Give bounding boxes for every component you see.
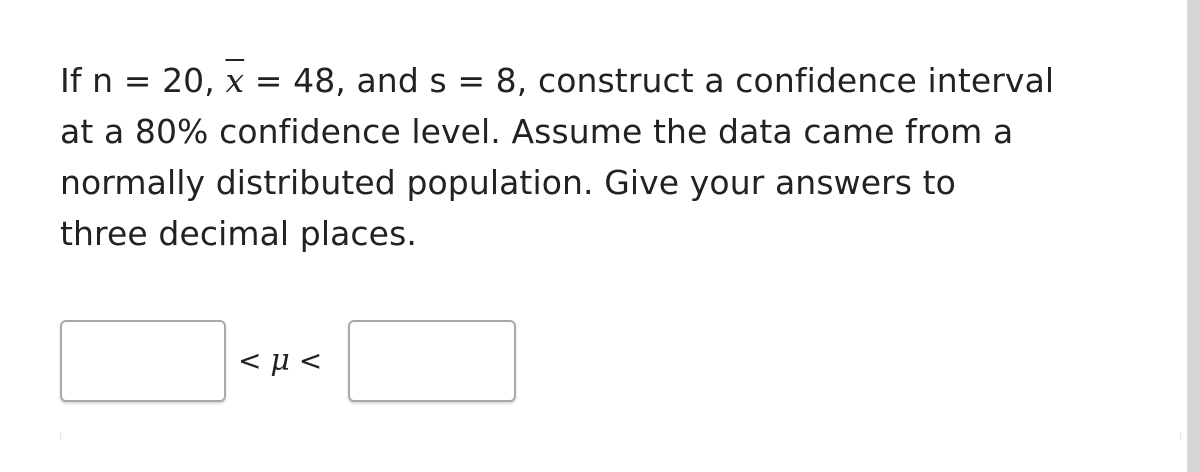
less-than-right: <: [298, 344, 323, 377]
sample-mean-symbol: $\overline{x}$: [225, 61, 245, 100]
question-line-1-start: If n = 20,: [60, 61, 226, 100]
less-than-left: <: [238, 344, 262, 377]
upper-bound-input[interactable]: [348, 320, 516, 402]
mu-inequality: [238, 343, 322, 378]
question-line-4: three decimal places.: [60, 214, 417, 253]
question-line-3: normally distributed population. Give your answers to: [60, 163, 956, 202]
divider-tick-left: [60, 432, 61, 440]
divider-tick-right: [1180, 432, 1181, 440]
question-text: [60, 55, 1170, 259]
lower-bound-input[interactable]: [60, 320, 226, 402]
question-line-1-end: = 48, and s = 8, construct a confidence interval: [244, 61, 1055, 100]
confidence-interval-answer: [60, 320, 520, 408]
page-edge-bar: [1187, 0, 1200, 472]
question-line-1: [60, 55, 1170, 106]
mu-symbol: μ: [270, 343, 290, 378]
question-line-2: at a 80% confidence level. Assume the data came from a: [60, 112, 1014, 151]
